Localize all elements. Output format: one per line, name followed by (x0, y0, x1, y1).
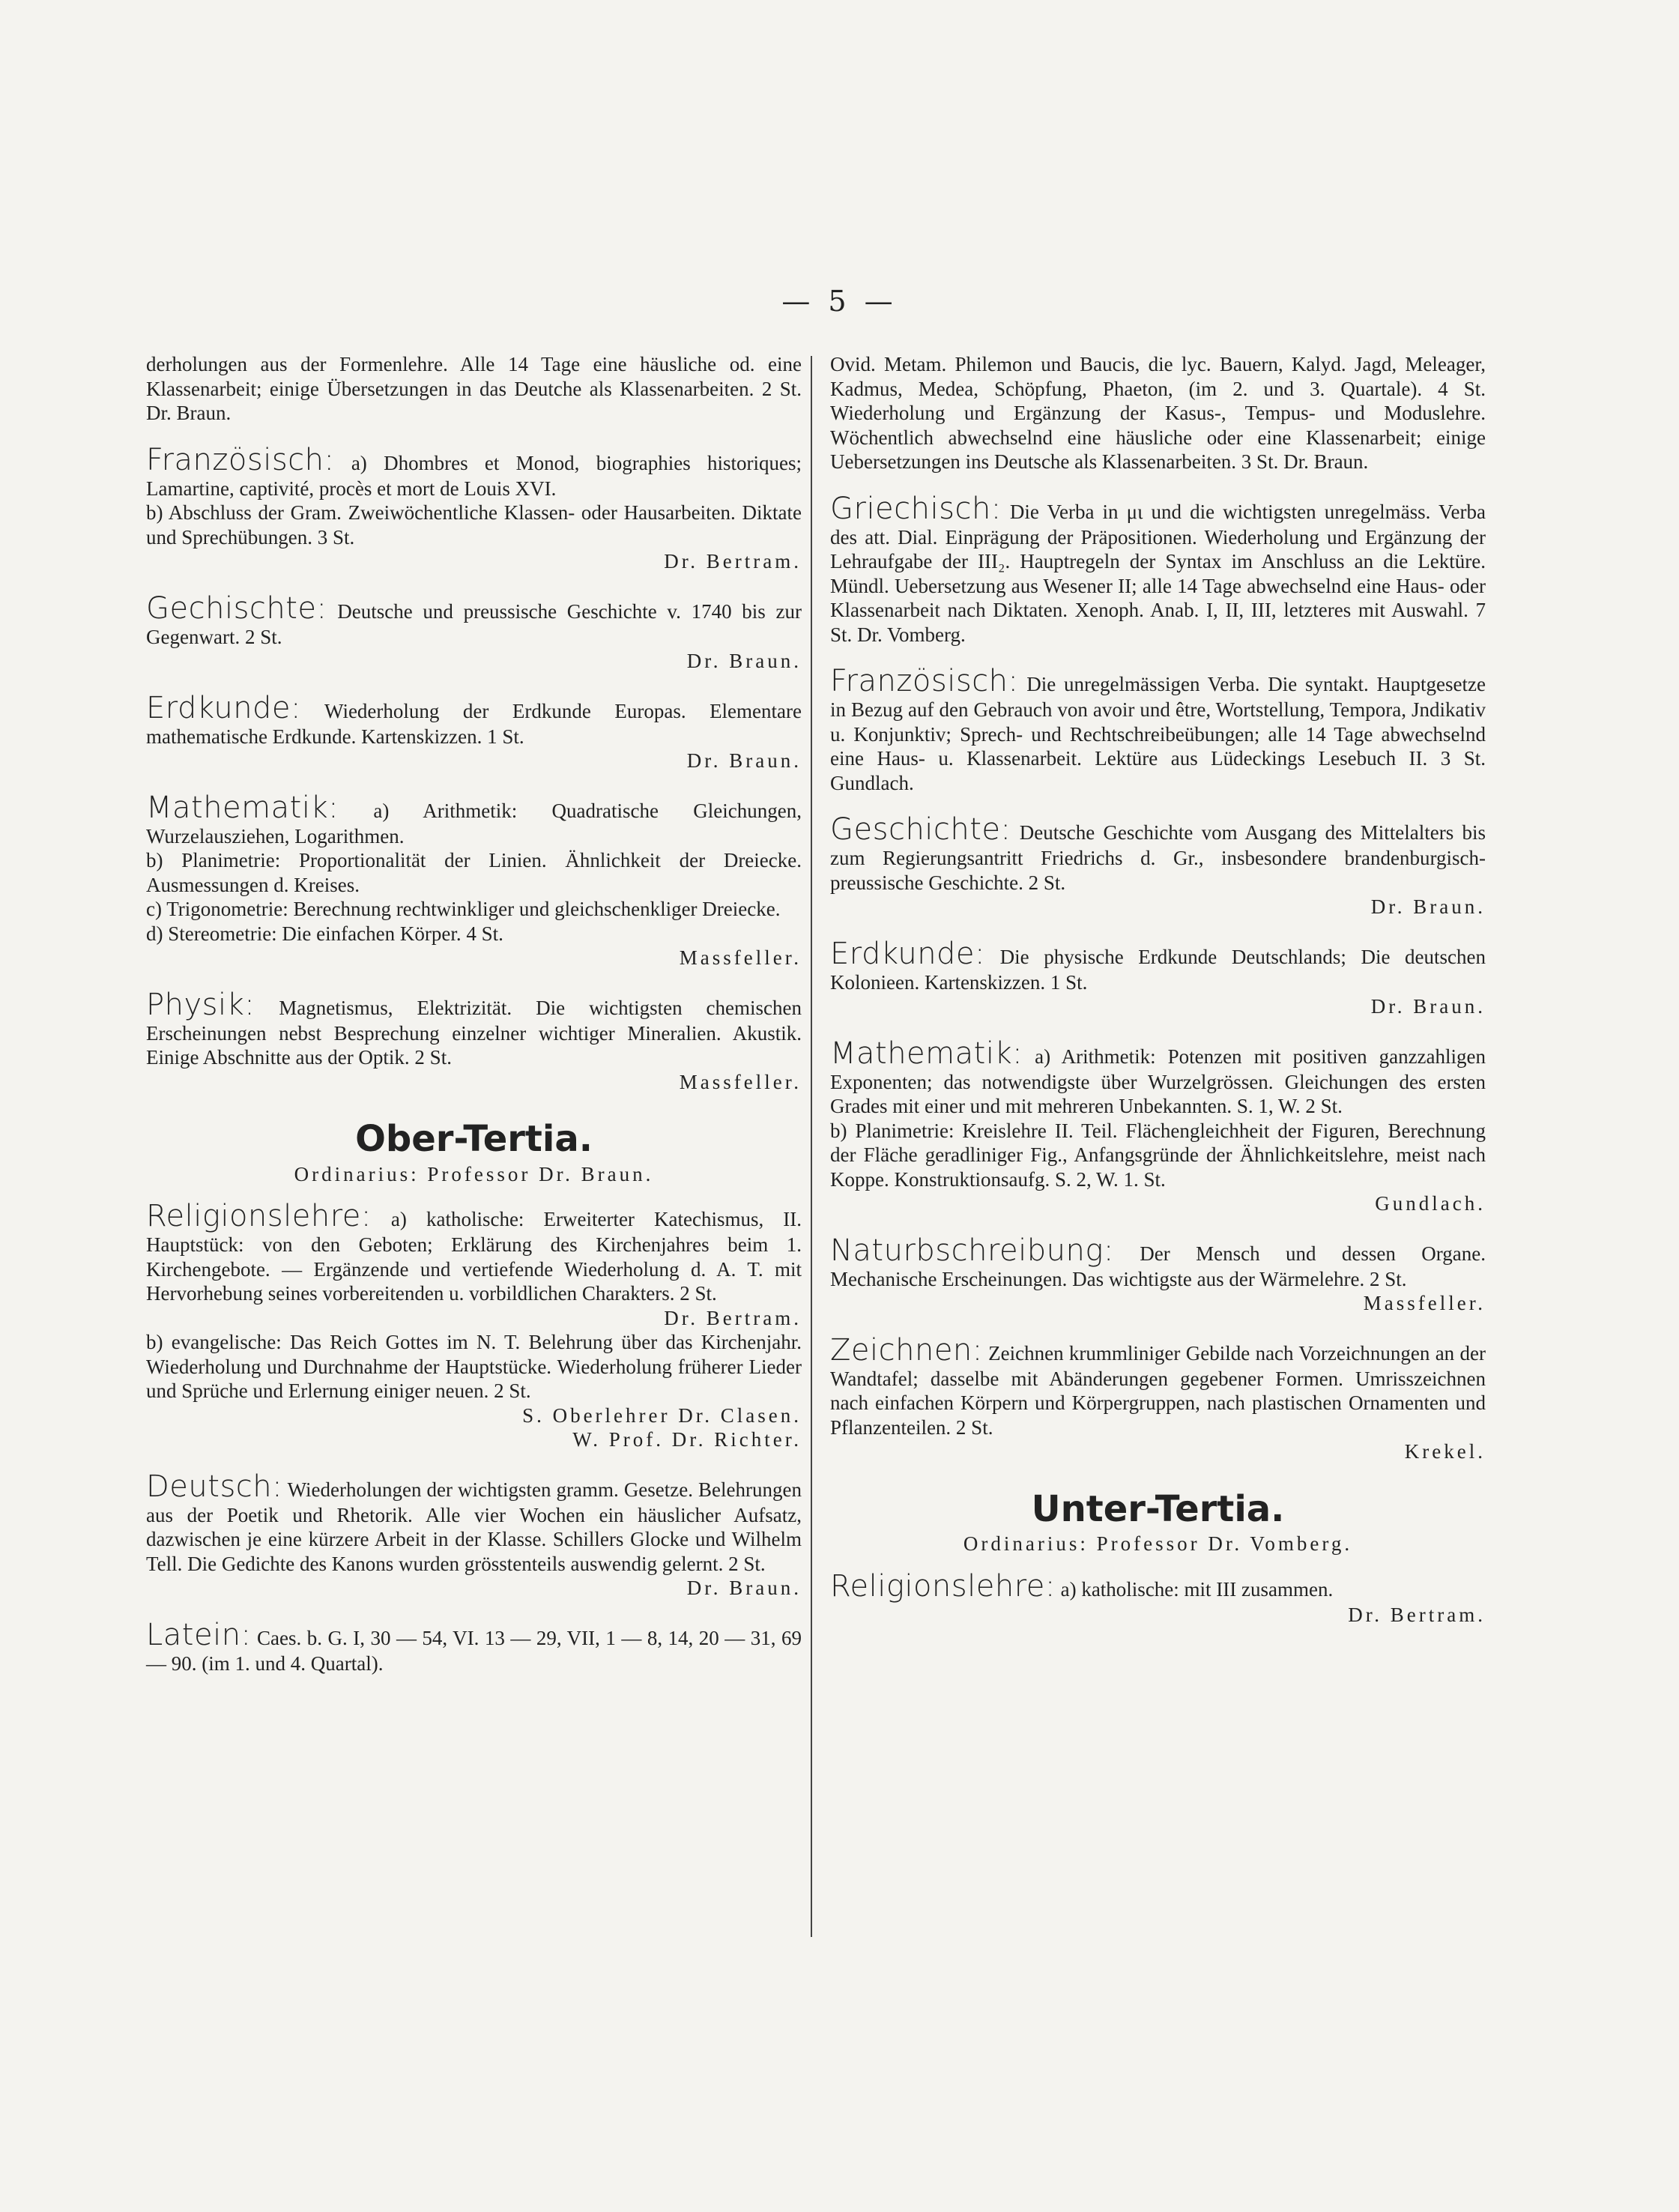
entry-text: Wiederholungen der wichtigsten gramm. Gesetze. Belehrungen aus der Poetik und Rhetorik. Alle vier Wochen ein häuslicher Aufsatz, dazwischen je eine kürzere Arbeit in der Klasse. Schillers Glocke und Wilhelm Tell. Die Gedichte des Kanons wurden grösstenteils auswendig gelernt. 2 St. (146, 1478, 802, 1575)
entry-text-b: b) Abschluss der Gram. Zweiwöchentliche Klassen- oder Hausarbeiten. Diktate und Sprechübungen. 3 St. (146, 501, 802, 549)
teacher: Massfeller. (679, 1070, 802, 1093)
subject-deutsch (146, 1470, 802, 1601)
right-column (830, 352, 1486, 1645)
subject-griechisch (830, 492, 1486, 647)
subject-heading: Deutsch: (146, 1469, 283, 1504)
teacher: Dr. Braun. (686, 749, 802, 772)
entry-text: Ovid. Metam. Philemon und Baucis, die lyc. Bauern, Kalyd. Jagd, Meleager, Kadmus, Medea, Schöpfung, Phaeton, (im 2. und 3. Quartale). 4 St. Wiederholung und Ergänzung der Kasus-, Tempus- und Moduslehre. Wöchentlich abwechselnd eine häusliche oder eine Klassenarbeit; einige Uebersetzungen ins Deutsche als Klassenarbeiten. 3 St. Dr. Braun. (830, 353, 1486, 473)
entry-text-c: c) Trigonometrie: Berechnung rechtwinkliger und gleichschenkliger Dreiecke. (146, 898, 781, 920)
subject-heading: Französisch: (146, 442, 335, 477)
ordinarius: Ordinarius: Professor Dr. Braun. (294, 1162, 654, 1185)
teacher: Dr. Bertram. (1348, 1603, 1486, 1626)
column-divider (811, 356, 812, 1937)
subject-religionslehre (830, 1570, 1486, 1628)
entry-text: Wiederholung der Erdkunde Europas. Elementare mathematische Erdkunde. Kartenskizzen. 1 St. (146, 699, 802, 748)
entry-text: Zeichnen krummliniger Gebilde nach Vorzeichnungen an der Wandtafel; dasselbe mit Abänderungen gegebener Formen. Umrisszeichnen nach einfachen Körpern und Körpergruppen, nach plastischen Ornamenten und Pflanzenteilen. 2 St. (830, 1341, 1486, 1439)
subject-franzoesisch (830, 665, 1486, 795)
subject-latein (146, 1619, 802, 1676)
teacher: Dr. Braun. (686, 650, 802, 672)
subject-naturbeschreibung (830, 1234, 1486, 1316)
entry-text-a: a) Arithmetik: Quadratische Gleichungen, Wurzelausziehen, Logarithmen. (146, 799, 802, 847)
entry-text-d: d) Stereometrie: Die einfachen Körper. 4 St. (146, 922, 503, 945)
teacher: S. Oberlehrer Dr. Clasen. (522, 1403, 802, 1427)
entry-text: a) Dhombres et Monod, biographies historiques; Lamartine, captivité, procès et mort de Louis XVI. (146, 451, 802, 500)
subject-heading: Zeichnen: (830, 1332, 983, 1368)
subject-heading: Gechischte: (146, 590, 327, 626)
subject-heading: Erdkunde: (146, 690, 302, 725)
teacher: Massfeller. (1363, 1292, 1486, 1314)
subject-heading: Mathematik: (146, 790, 339, 825)
section-title: Ober-Tertia. (355, 1118, 593, 1160)
subject-erdkunde (830, 937, 1486, 1019)
subject-erdkunde (146, 692, 802, 773)
teacher: Gundlach. (1375, 1192, 1486, 1215)
subject-heading: Erdkunde: (830, 936, 986, 971)
teacher: Massfeller. (679, 946, 802, 969)
section-title: Unter-Tertia. (1031, 1487, 1285, 1530)
subject-religionslehre (146, 1200, 802, 1452)
entry-text-b: b) evangelische: Das Reich Gottes im N. T. Belehrung über das Kirchenjahr. Wiederholung und Durchnahme der Hauptstücke. Wiederholung früherer Lieder und Sprüche und Erlernung einiger neuen. 2 St. (146, 1331, 802, 1402)
entry-text: a) katholische: Erweiterter Katechismus, II. Hauptstück: von den Geboten; Erklärung des Kirchenjahres beim 1. Kirchengebote. — Ergänzende und vertiefende Wiederholung d. A. T. mit Hervorhebung seines vorbereitenden u. vorbildlichen Charakters. 2 St. (146, 1208, 802, 1305)
subject-physik (146, 988, 802, 1095)
subject-geschichte (146, 592, 802, 674)
entry-text: Caes. b. G. I, 30 — 54, VI. 13 — 29, VII, 1 — 8, 14, 20 — 31, 69 — 90. (im 1. und 4. Quartal). (146, 1626, 802, 1675)
entry-text: a) katholische: mit III zusammen. (1060, 1577, 1334, 1601)
subject-zeichnen (830, 1334, 1486, 1464)
subject-heading: Naturbschreibung: (830, 1233, 1114, 1268)
entry-text-b: b) Planimetrie: Proportionalität der Linien. Ähnlichkeit der Dreiecke. Ausmessungen d. Kreises. (146, 849, 802, 896)
entry-text: Die unregelmässigen Verba. Die syntakt. Hauptgesetze in Bezug auf den Gebrauch von avoir und être, Wortstellung, Tempora, Jndikativ u. Konjunktiv; Sprech- und Rechtschreibeübungen; alle 14 Tage abwechselnd eine Haus- u. Klassenarbeit. Lektüre aus Lüdeckings Lesebuch II. 3 St. Gundlach. (830, 673, 1486, 794)
subject-heading: Religionslehre: (146, 1199, 372, 1233)
left-column (146, 352, 802, 1693)
entry-text: Deutsche Geschichte vom Ausgang des Mittelalters bis zum Regierungsantritt Friedrichs d. Gr., insbesondere brandenburgisch- preussische Geschichte. 2 St. (830, 821, 1486, 894)
subject-franzoesisch (146, 444, 802, 574)
subject-geschichte (830, 813, 1486, 919)
entry-text: Die physische Erdkunde Deutschlands; Die deutschen Kolonieen. Kartenskizzen. 1 St. (830, 945, 1486, 994)
page-number: — 5 — (781, 285, 898, 318)
subject-heading: Latein: (146, 1617, 252, 1652)
entry-text: derholungen aus der Formenlehre. Alle 14 Tage eine häusliche od. eine Klassenarbeit; einige Übersetzungen in das Deutche als Klassenarbeiten. 2 St. Dr. Braun. (146, 353, 802, 424)
entry-text: Deutsche und preussische Geschichte v. 1740 bis zur Gegenwart. 2 St. (146, 599, 802, 648)
entry-text-b: b) Planimetrie: Kreislehre II. Teil. Flächengleichheit der Figuren, Berechnung der Fläche geradliniger Fig., Anfangsgründe der Ähnlichkeitslehre, meist nach Koppe. Konstruktionsaufg. S. 2, W. 1. St. (830, 1119, 1486, 1191)
entry-text-a: a) Arithmetik: Potenzen mit positiven ganzzahligen Exponenten; das notwendigste über Wurzelgrössen. Gleichungen des ersten Grades mit einer und mit mehreren Unbekannten. S. 1, W. 2 St. (830, 1045, 1486, 1117)
subject-mathematik (830, 1037, 1486, 1216)
entry-text: Die Verba in μι und die wichtigsten unregelmäss. Verba des att. Dial. Einprägung der Präpositionen. Wiederholung und Ergänzung der Lehraufgabe der III₂. Hauptregeln der Syntax im Anschluss an die Lektüre. Mündl. Uebersetzung aus Wesener II; alle 14 Tage abwechselnd eine Haus- oder Klassenarbeit nach Diktaten. Xenoph. Anab. I, II, III, letzteres mit Auswahl. 7 St. Dr. Vomberg. (830, 500, 1486, 646)
continuation-latin (146, 352, 802, 426)
continuation-latin (830, 352, 1486, 474)
teacher: Krekel. (1404, 1440, 1486, 1463)
subject-heading: Mathematik: (830, 1036, 1023, 1071)
entry-text: Magnetismus, Elektrizität. Die wichtigsten chemischen Erscheinungen nebst Besprechung einzelner wichtiger Mineralien. Akustik. Einige Abschnitte aus der Optik. 2 St. (146, 996, 802, 1069)
subject-heading: Französisch: (830, 664, 1019, 698)
teacher: Dr. Braun. (1370, 895, 1486, 918)
teacher: Dr. Bertram. (664, 1306, 802, 1329)
subject-heading: Religionslehre: (830, 1568, 1056, 1604)
subject-heading: Geschichte: (830, 812, 1011, 847)
subject-heading: Physik: (146, 987, 255, 1022)
subject-heading: Griechisch: (830, 491, 1002, 526)
teacher: Dr. Bertram. (664, 550, 802, 572)
teacher: W. Prof. Dr. Richter. (572, 1428, 802, 1451)
ordinarius: Ordinarius: Professor Dr. Vomberg. (963, 1532, 1353, 1555)
teacher: Dr. Braun. (686, 1577, 802, 1599)
teacher: Dr. Braun. (1370, 995, 1486, 1018)
entry-text: Der Mensch und dessen Organe. Mechanische Erscheinungen. Das wichtigste aus der Wärmelehre. 2 St. (830, 1242, 1486, 1290)
subject-mathematik (146, 791, 802, 970)
